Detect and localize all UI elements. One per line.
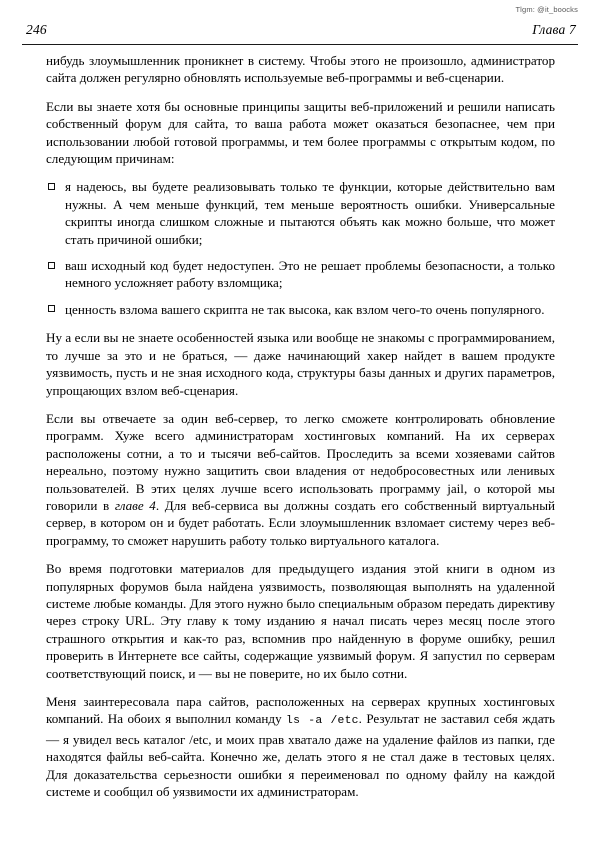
list-item — [46, 301, 555, 318]
list-item-text: ценность взлома вашего скрипта не так высока, как взлом чего-то очень популярного. — [65, 301, 545, 317]
list-item — [46, 257, 555, 292]
paragraph-3: Ну а если вы не знаете особенностей языка или вообще не знакомы с программированием, то лучше за это и не браться, — даже начинающий хакер найдет в вашем продукте уязвимость, пусть и не зная исходного кода, структуры базы данных и других параметров, упрощающих взлом веб-сценария. — [46, 330, 555, 398]
paragraph-1: нибудь злоумышленник проникнет в систему. Чтобы этого не произошло, администратор сайта должен регулярно обновлять используемые веб-программы и веб-сценарии. — [46, 53, 555, 86]
page-number: 246 — [26, 22, 47, 37]
paragraph-4 — [46, 410, 555, 549]
watermark-text: Tlgm: @it_boocks — [515, 5, 578, 14]
paragraph-2: Если вы знаете хотя бы основные принципы защиты веб-приложений и решили написать собственный форум для сайта, то ваша работа может оказаться безопаснее, чем при использовании любой готовой программы, и тем более программы с открытым кодом, по следующим причинам: — [46, 98, 555, 167]
paragraph-6-part-a: Меня заинтересовала пара сайтов, расположенных на серверах крупных хостинговых компаний. На обоих я выполнил команду — [46, 694, 555, 727]
square-bullet-icon — [48, 183, 55, 190]
paragraph-5: Во время подготовки материалов для предыдущего издания этой книги в одном из популярных форумов была найдена уязвимость, позволяющая выполнять на удаленной системе любые команды. Для этого нужно было специальным образом передать директиву через строку URL. Эту главу к тому изданию я начал писать через месяц после этого страшного открытия и как-то раз, вспомнив про найденную в форуме ошибку, решил проверить в Интернете все сайты, содержащие уязвимый форум. Я запустил по серверам соответствующий поиск, и — вы не поверите, но их было сотни. — [46, 561, 555, 681]
paragraph-4-part-b: . Для веб-сервиса вы должны создать его собственный виртуальный сервер, в котором он и будет работать. Если злоумышленник взломает систему через веб-программу, то сможет нарушить работу только виртуального каталога. — [46, 497, 555, 548]
chapter-label: Глава 7 — [532, 22, 576, 37]
square-bullet-icon — [48, 305, 55, 312]
reasons-list — [46, 178, 555, 318]
list-item-text: ваш исходный код будет недоступен. Это не решает проблемы безопасности, а только немного усложняет работу взломщика; — [65, 258, 555, 291]
paragraph-4-part-a: Если вы отвечаете за один веб-сервер, то легко сможете контролировать обновление программ. Хуже всего администраторам хостинговых компаний. На их серверах расположены сотни, а то и тысячи веб-сайтов. Проследить за всеми хозяевами сайтов нереально, поэтому нужно защитить свои владения от недобросовестных или ленивых пользователей. В этих целях лучше всего использовать программу jail, о которой мы говорили в — [46, 410, 555, 513]
square-bullet-icon — [48, 262, 55, 269]
running-head — [22, 22, 578, 45]
list-item — [46, 178, 555, 248]
chapter-cross-reference: главе 4 — [114, 497, 156, 513]
list-item-text: я надеюсь, вы будете реализовывать только те функции, которые действительно вам нужны. А чем меньше функций, тем меньше вероятность ошибки. Универсальные скрипты иногда слишком сложные и пытаются объять как можно больше, что может стать причиной ошибки; — [65, 179, 555, 247]
paragraph-6-part-b: . Результат не заставил себя ждать — я увидел весь каталог /etc, и моих прав хватало даже на удаление файлов из папки, где находятся файлы веб-сайта. Конечно же, делать этого я не стал даже в тестовых целях. Для доказательства серьезности ошибки я переименовал по одному файлу на каждой системе и сообщил об уязвимости их администраторам. — [46, 711, 555, 800]
inline-command-code: ls -a /etc — [286, 715, 359, 728]
paragraph-6 — [46, 693, 555, 800]
body-text-column — [46, 52, 555, 800]
